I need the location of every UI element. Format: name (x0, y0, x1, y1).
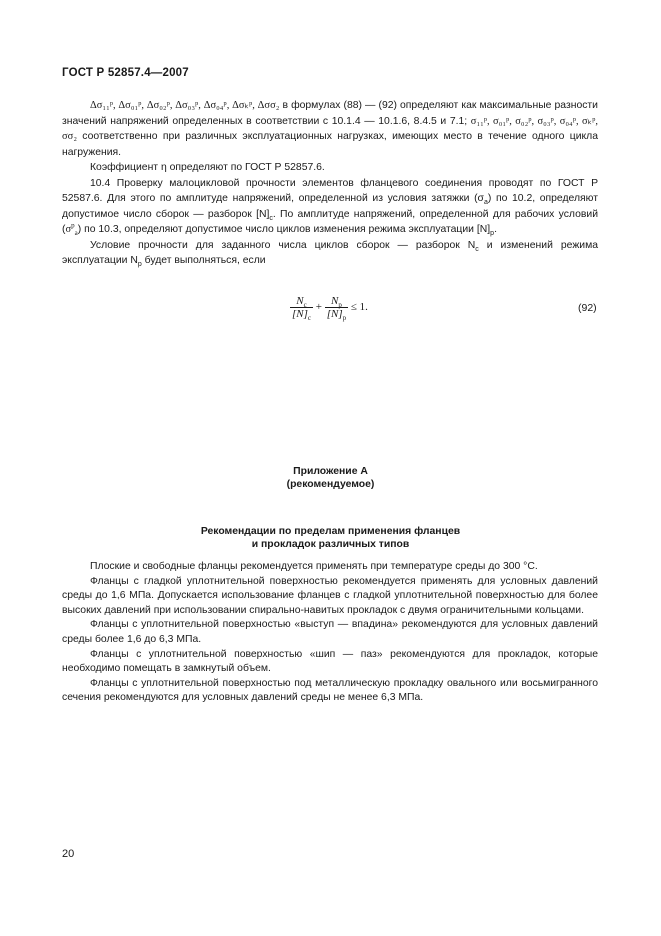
paragraph-text: . По амплитуде напряжений, определенной для рабочих условий ( (62, 208, 598, 235)
stress-symbol: $\sigma^р_а$ (65, 221, 78, 238)
paragraph-strength-condition (62, 238, 598, 269)
appendix-paragraph: Фланцы с гладкой уплотнительной поверхностью рекомендуется применять для условных давлений среды до 1,6 МПа. Допускается использование фланцев с гладкой уплотнительной поверхностью для более высоких давлений при использовании спирально-навитых прокладок с двумя ограничительными кольцами. (62, 575, 598, 616)
subscript: с (269, 214, 273, 222)
subscript: р (137, 261, 142, 269)
paragraph-text: в формулах (88) — (92) определяют как максимальные разности значений напряжений определенных в соответствии с 10.1.4 — 10.1.6, 8.4.5 и 7.1; (62, 100, 598, 127)
appendix-paragraph: Фланцы с уплотнительной поверхностью под металлическую прокладку овального или восьмигранного сечения рекомендуются для условных давлений среды не менее 6,3 МПа. (62, 677, 598, 704)
paragraph-text: . (494, 224, 497, 235)
document-header: ГОСТ Р 52857.4—2007 (62, 67, 189, 79)
paragraph-stress-differences (62, 98, 598, 160)
section-title-line1: Рекомендации по пределам применения фланцев (200, 526, 461, 537)
paragraph-coefficient: Коэффициент η определяют по ГОСТ Р 52857.6. (90, 162, 325, 173)
stress-symbols: σ₁₁ᵖ, σ₀₁ᵖ, σ₀₂ᵖ, σ₀₃ᵖ, σ₀₄ᵖ, σₖᵖ, σσ₂ (62, 115, 598, 142)
subscript: р (490, 230, 495, 238)
formula-number: (92) (578, 302, 597, 314)
subscript: с (475, 245, 479, 253)
formula-92 (290, 295, 368, 323)
appendix-paragraph: Фланцы с уплотнительной поверхностью «шип — паз» рекомендуются для прокладок, которые необходимо помещать в замкнутый объем. (62, 648, 598, 675)
stress-symbols: Δσ₁₁ᵖ, Δσ₀₁ᵖ, Δσ₀₂ᵖ, Δσ₀₃ᵖ, Δσ₀₄ᵖ, Δσₖᵖ, Δσσ₂ (90, 100, 280, 111)
fraction: $\frac{N_р}{[N]_р}$ (326, 295, 347, 323)
appendix-title: Приложение А (293, 466, 368, 477)
appendix-text-block (62, 560, 598, 706)
plus-sign: + (315, 301, 322, 314)
fraction: $\frac{N_с}{[N]_с}$ (292, 295, 312, 323)
paragraph-text: Условие прочности для заданного числа циклов сборок — разборок N (90, 239, 476, 251)
paragraph-text: будет выполняться, если (141, 255, 266, 266)
section-title-line2: и прокладок различных типов (251, 539, 410, 550)
subscript: а (483, 199, 488, 207)
appendix-paragraph: Плоские и свободные фланцы рекомендуется применять при температуре среды до 300 °С. (90, 561, 538, 572)
relation: ≤ 1. (350, 301, 368, 314)
paragraph-text: ) по 10.2, определяют допустимое число сборок — разборок [N] (62, 193, 598, 220)
main-text-block (62, 98, 598, 269)
paragraph-10-4 (62, 176, 598, 238)
paragraph-text: соответственно при различных эксплуатационных нагрузках, имеющих место в течение одного цикла нагружения. (62, 131, 599, 158)
paragraph-text: 10.4 Проверку малоцикловой прочности элементов фланцевого соединения проводят по ГОСТ Р 52587.6. Для этого по амплитуде напряжений, определенной из условия затяжки (σ (62, 177, 598, 204)
paragraph-text: ) по 10.3, определяют допустимое число циклов изменения режима эксплуатации [N] (77, 224, 491, 235)
appendix-subtitle: (рекомендуемое) (286, 479, 375, 490)
page-number: 20 (62, 848, 75, 860)
appendix-paragraph: Фланцы с уплотнительной поверхностью «выступ — впадина» рекомендуются для условных давлений среды более 1,6 до 6,3 МПа. (62, 619, 598, 645)
paragraph-text: и изменений режима эксплуатации N (62, 239, 598, 266)
